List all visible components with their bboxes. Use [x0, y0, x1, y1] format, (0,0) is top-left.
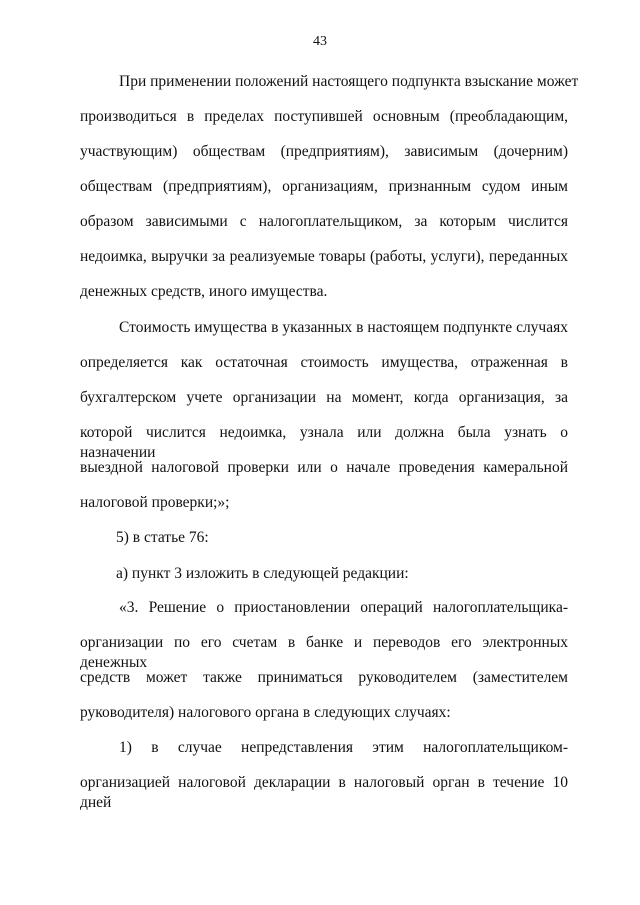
- text-line: которой числится недоимка, узнала или должна была узнать о назначении: [80, 424, 568, 461]
- text-line: средств может также приниматься руководителем (заместителем: [80, 669, 568, 686]
- text-line: участвующим) обществам (предприятиям), зависимым (дочерним): [80, 143, 568, 160]
- text-line: недоимка, выручки за реализуемые товары (работы, услуги), переданных: [80, 248, 568, 265]
- text-line: производиться в пределах поступившей основным (преобладающим,: [80, 108, 568, 125]
- text-line: денежных средств, иного имущества.: [80, 283, 328, 300]
- text-line: определяется как остаточная стоимость имущества, отраженная в: [80, 354, 568, 371]
- text-line: организацией налоговой декларации в налоговый орган в течение 10 дней: [80, 774, 568, 811]
- page-number: 43: [313, 34, 327, 49]
- text-line: бухгалтерском учете организации на момент, когда организация, за: [80, 389, 568, 406]
- text-line: организации по его счетам в банке и переводов его электронных денежных: [80, 634, 568, 671]
- text-line: налоговой проверки;»;: [80, 494, 230, 511]
- text-line: «3. Решение о приостановлении операций налогоплательщика-: [119, 599, 568, 616]
- text-line: 5) в статье 76:: [116, 529, 209, 546]
- text-line: 1) в случае непредставления этим налогоплательщиком-: [119, 739, 568, 756]
- text-line: образом зависимыми с налогоплательщиком, за которым числится: [80, 213, 568, 230]
- text-line: обществам (предприятиям), организациям, признанным судом иным: [80, 178, 568, 195]
- text-line: а) пункт 3 изложить в следующей редакции:: [116, 565, 409, 582]
- text-line: Стоимость имущества в указанных в настоящем подпункте случаях: [119, 319, 568, 336]
- text-line: руководителя) налогового органа в следующих случаях:: [80, 704, 451, 721]
- text-line: При применении положений настоящего подпункта взыскание может: [119, 73, 579, 90]
- text-line: выездной налоговой проверки или о начале проведения камеральной: [80, 459, 568, 476]
